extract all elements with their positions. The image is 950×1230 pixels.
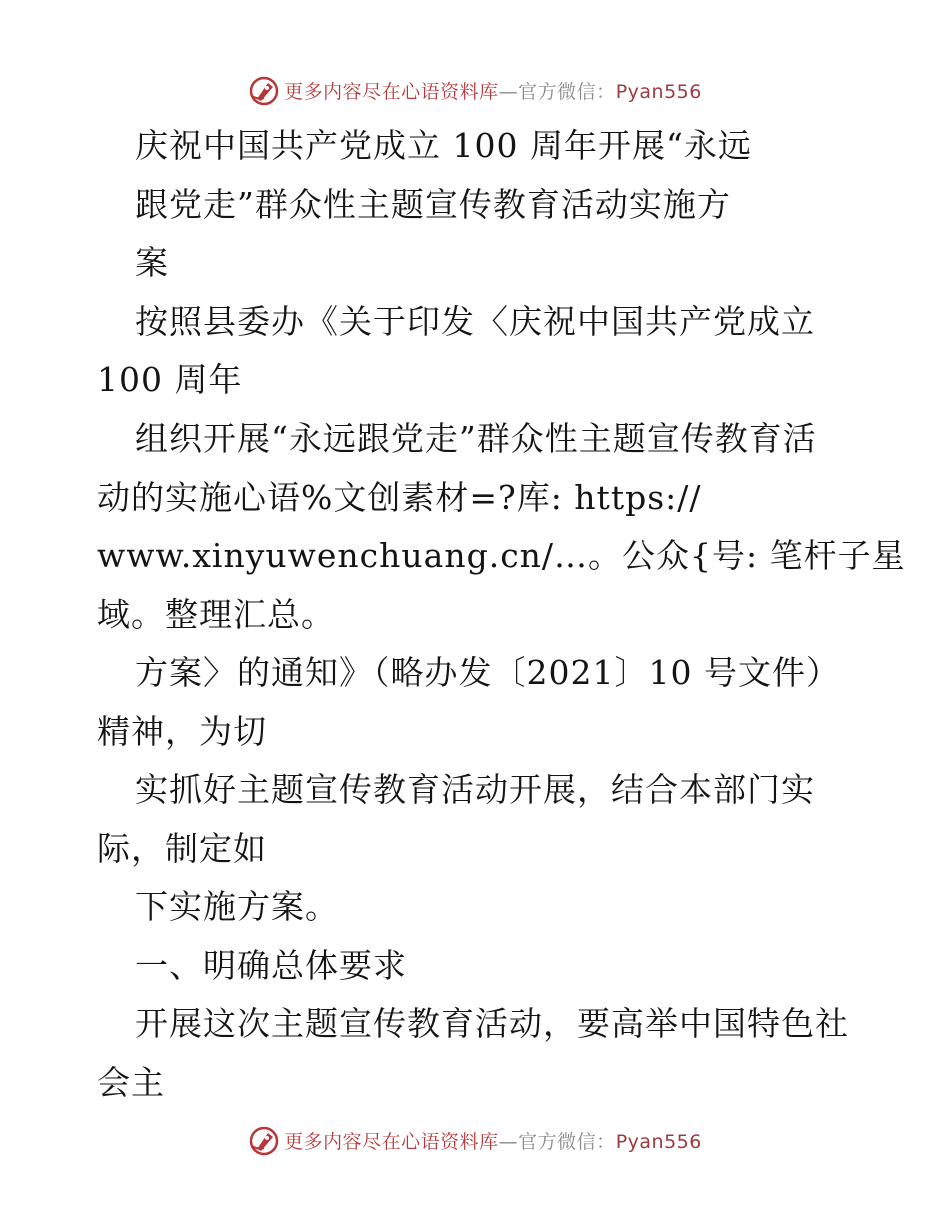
paragraph-line: 按照县委办《关于印发〈庆祝中国共产党成立 <box>135 302 815 341</box>
banner-dash: — <box>498 80 519 103</box>
banner-account: Pyan556 <box>615 80 702 103</box>
banner-text <box>284 1127 702 1154</box>
paragraph-line: www.xinyuwenchuang.cn/…。公众{号: 笔杆子星 <box>97 536 906 575</box>
footer-banner <box>0 1120 950 1160</box>
banner-dash: — <box>498 1130 519 1153</box>
document-title-line: 案 <box>135 243 169 282</box>
pen-nib-logo-icon <box>248 1124 280 1156</box>
paragraph-line: 精神，为切 <box>97 712 267 751</box>
banner-account: Pyan556 <box>615 1130 702 1153</box>
paragraph-line: 会主 <box>97 1063 165 1102</box>
section-heading: 一、明确总体要求 <box>135 946 407 985</box>
paragraph-line: 组织开展“永远跟党走”群众性主题宣传教育活 <box>135 419 817 458</box>
paragraph-line: 际，制定如 <box>97 829 267 868</box>
paragraph-line: 动的实施心语%文创素材=?库: https:// <box>97 478 702 517</box>
banner-label: 官方微信： <box>518 1130 616 1153</box>
paragraph-line: 方案〉的通知》（略办发〔2021〕10 号文件） <box>135 653 840 692</box>
paragraph-line: 域。整理汇总。 <box>97 595 335 634</box>
banner-prefix: 更多内容尽在心语资料库 <box>284 80 499 103</box>
paragraph-line: 开展这次主题宣传教育活动，要高举中国特色社 <box>135 1004 849 1043</box>
paragraph-line: 下实施方案。 <box>135 887 339 926</box>
banner-label: 官方微信： <box>518 80 616 103</box>
paragraph-line: 实抓好主题宣传教育活动开展，结合本部门实 <box>135 770 815 809</box>
document-title-line: 庆祝中国共产党成立 100 周年开展“永远 <box>135 126 752 165</box>
banner-prefix: 更多内容尽在心语资料库 <box>284 1130 499 1153</box>
paragraph-line: 100 周年 <box>97 360 243 399</box>
document-title-line: 跟党走”群众性主题宣传教育活动实施方 <box>135 185 731 224</box>
